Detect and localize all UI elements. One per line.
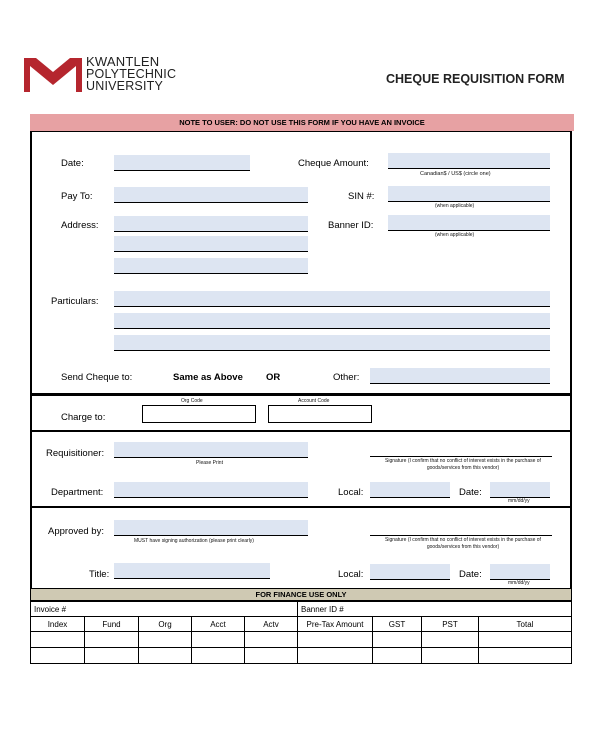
please-print-hint: Please Print	[196, 460, 223, 466]
department-label: Department:	[51, 487, 104, 498]
banner-id-field[interactable]	[388, 215, 550, 231]
column-header: Fund	[85, 617, 139, 632]
approved-by-label: Approved by:	[48, 526, 104, 537]
invoice-number-cell[interactable]: Invoice #	[31, 602, 298, 617]
finance-banner: FOR FINANCE USE ONLY	[30, 588, 572, 601]
column-header: Org	[139, 617, 192, 632]
other-label: Other:	[333, 372, 360, 383]
finance-row	[31, 632, 572, 648]
charge-to-label: Charge to:	[61, 412, 106, 423]
date-label: Date:	[61, 158, 84, 169]
banner-id-label: Banner ID:	[328, 220, 374, 231]
approved-by-field[interactable]	[114, 520, 308, 536]
particulars-label: Particulars:	[51, 296, 99, 307]
requisitioner-signature-note: Signature (I confirm that no conflict of interest exists in the purchase of goods/services from this vendor)	[385, 458, 541, 471]
approval-date-field[interactable]	[490, 564, 550, 580]
column-header: Index	[31, 617, 85, 632]
particulars-field-1[interactable]	[114, 291, 550, 307]
account-code-field[interactable]	[268, 405, 372, 423]
approval-date-label: Date:	[459, 569, 482, 580]
requisitioner-date-format: mm/dd/yy	[508, 498, 530, 504]
address-label: Address:	[61, 220, 99, 231]
send-cheque-label: Send Cheque to:	[61, 372, 133, 383]
column-header: Total	[479, 617, 572, 632]
column-header: Pre-Tax Amount	[298, 617, 373, 632]
column-header: Actv	[245, 617, 298, 632]
sin-label: SIN #:	[348, 191, 375, 202]
title-field[interactable]	[114, 563, 270, 579]
requisitioner-signature-line[interactable]	[370, 456, 552, 457]
approval-local-field[interactable]	[370, 564, 450, 580]
department-field[interactable]	[114, 482, 308, 498]
authority-note: MUST have signing authorization (please print clearly)	[134, 538, 254, 544]
other-address-field[interactable]	[370, 368, 550, 384]
requisitioner-date-field[interactable]	[490, 482, 550, 498]
column-header: GST	[373, 617, 422, 632]
university-name: KWANTLEN POLYTECHNIC UNIVERSITY	[86, 54, 177, 93]
or-label: OR	[266, 372, 281, 383]
column-header: Acct	[192, 617, 245, 632]
pay-to-field[interactable]	[114, 187, 308, 203]
approval-date-format: mm/dd/yy	[508, 580, 530, 586]
requisitioner-local-label: Local:	[338, 487, 364, 498]
sin-field[interactable]	[388, 186, 550, 202]
requisitioner-label: Requisitioner:	[46, 448, 105, 459]
note-banner: NOTE TO USER: DO NOT USE THIS FORM IF YOU HAVE AN INVOICE	[30, 114, 574, 131]
banner-id-number-cell[interactable]: Banner ID #	[298, 602, 572, 617]
requisitioner-field[interactable]	[114, 442, 308, 458]
approval-local-label: Local:	[338, 569, 364, 580]
finance-header-row	[31, 617, 572, 632]
finance-table	[30, 601, 572, 664]
requisitioner-date-label: Date:	[459, 487, 482, 498]
same-as-above-option[interactable]: Same as Above	[173, 372, 243, 383]
title-label: Title:	[89, 569, 110, 580]
pay-to-label: Pay To:	[61, 191, 93, 202]
finance-row	[31, 648, 572, 664]
address-field-2[interactable]	[114, 236, 308, 252]
university-logo	[24, 58, 82, 92]
requisitioner-local-field[interactable]	[370, 482, 450, 498]
date-field[interactable]	[114, 155, 250, 171]
address-field-1[interactable]	[114, 216, 308, 232]
particulars-field-3[interactable]	[114, 335, 550, 351]
org-code-label: Org Code	[181, 398, 203, 404]
sin-hint: (when applicable)	[435, 203, 475, 209]
currency-hint: Canadian$ / US$ (circle one)	[420, 171, 491, 177]
particulars-field-2[interactable]	[114, 313, 550, 329]
column-header: PST	[422, 617, 479, 632]
cheque-amount-field[interactable]	[388, 153, 550, 169]
account-code-label: Account Code	[298, 398, 330, 404]
cheque-amount-label: Cheque Amount:	[298, 158, 369, 169]
org-code-field[interactable]	[142, 405, 256, 423]
banner-id-hint: (when applicable)	[435, 232, 475, 238]
address-field-3[interactable]	[114, 258, 308, 274]
approval-signature-note: Signature (I confirm that no conflict of interest exists in the purchase of goods/services from this vendor)	[385, 537, 541, 550]
approval-signature-line[interactable]	[370, 535, 552, 536]
form-title: CHEQUE REQUISITION FORM	[386, 72, 565, 86]
